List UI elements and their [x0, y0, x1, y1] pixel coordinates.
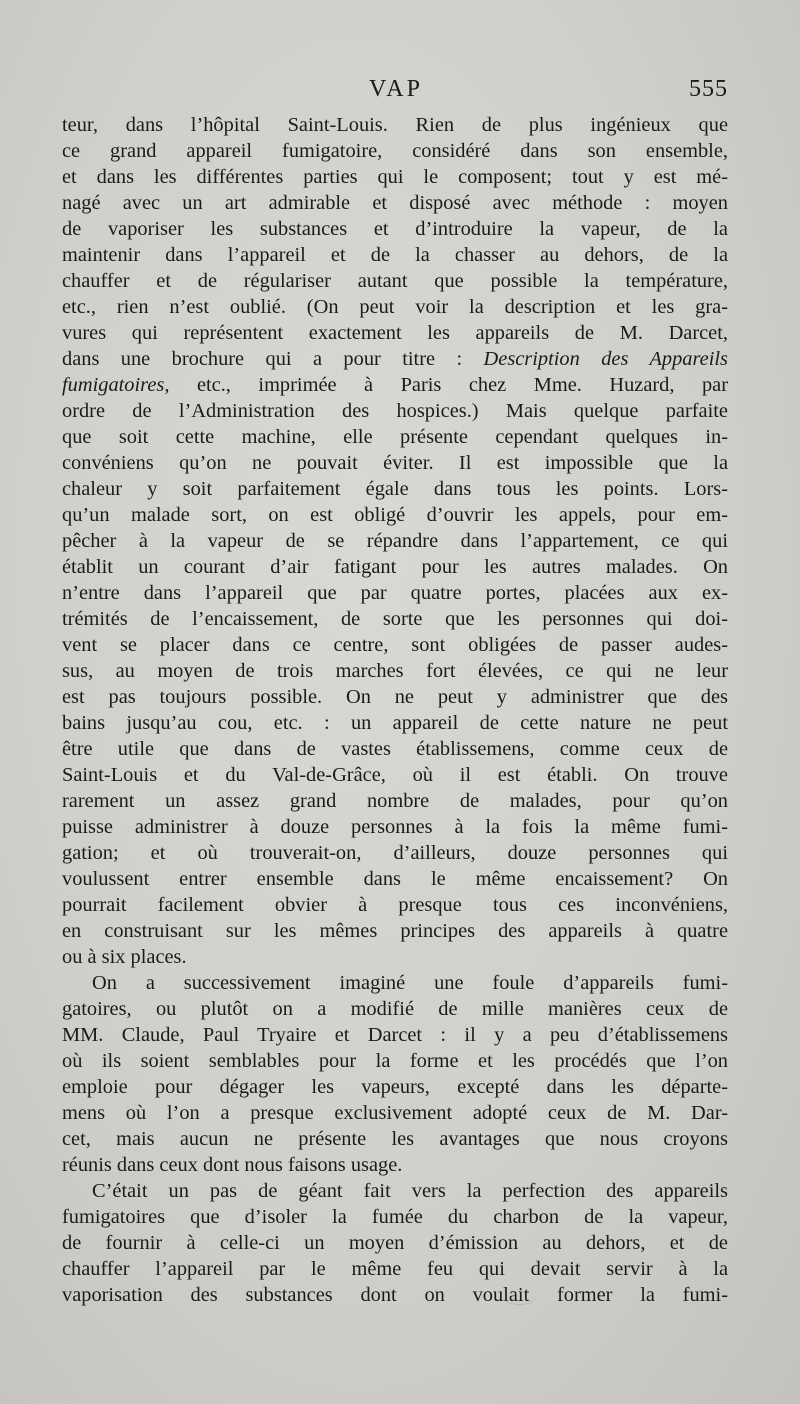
text-line	[62, 684, 728, 710]
line-text: chauffer et de régulariser autant que possible la température,	[62, 270, 728, 292]
text-line	[62, 580, 728, 606]
text-line	[62, 502, 728, 528]
line-text: qu’un malade sort, on est obligé d’ouvrir les appels, pour em-	[62, 504, 728, 526]
line-text: ce grand appareil fumigatoire, considéré dans son ensemble,	[62, 140, 728, 162]
text-line	[62, 1204, 728, 1230]
text-line	[62, 398, 728, 424]
text-line	[62, 788, 728, 814]
text-line	[62, 346, 728, 372]
line-text: rarement un assez grand nombre de malades, pour qu’on	[62, 790, 728, 812]
text-line	[62, 996, 728, 1022]
text-line	[62, 268, 728, 294]
text-line	[62, 1256, 728, 1282]
line-text: teur, dans l’hôpital Saint-Louis. Rien de plus ingénieux que	[62, 114, 728, 136]
text-line	[62, 658, 728, 684]
text-line	[62, 866, 728, 892]
line-text: réunis dans ceux dont nous faisons usage.	[62, 1154, 403, 1176]
italic-text: Description des Appareils	[483, 348, 728, 370]
text-line	[62, 1282, 728, 1308]
text-line	[62, 320, 728, 346]
line-text: , etc., imprimée à Paris chez Mme. Huzard, par	[164, 374, 728, 396]
line-text: convéniens qu’on ne pouvait éviter. Il est impossible que la	[62, 452, 728, 474]
text-line	[62, 164, 728, 190]
line-text: bains jusqu’au cou, etc. : un appareil de cette nature ne peut	[62, 712, 728, 734]
text-line	[62, 1178, 728, 1204]
line-text: être utile que dans de vastes établissemens, comme ceux de	[62, 738, 728, 760]
text-line	[62, 1022, 728, 1048]
text-line	[62, 1126, 728, 1152]
text-line	[62, 762, 728, 788]
text-line	[62, 190, 728, 216]
line-text: gation; et où trouverait-on, d’ailleurs, douze personnes qui	[62, 842, 728, 864]
line-text: ordre de l’Administration des hospices.) Mais quelque parfaite	[62, 400, 728, 422]
text-line	[62, 1074, 728, 1100]
line-text: voulussent entrer ensemble dans le même encaissement? On	[62, 868, 728, 890]
text-line	[62, 372, 728, 398]
text-line	[62, 970, 728, 996]
text-line	[62, 450, 728, 476]
text-line	[62, 632, 728, 658]
text-line	[62, 892, 728, 918]
text-line	[62, 944, 728, 970]
text-line	[62, 736, 728, 762]
line-text: On a successivement imaginé une foule d’appareils fumi-	[92, 972, 728, 994]
text-line	[62, 840, 728, 866]
text-line	[62, 528, 728, 554]
ink-smudge	[502, 1286, 536, 1305]
text-line	[62, 476, 728, 502]
text-line	[62, 1048, 728, 1074]
page-header	[64, 76, 728, 108]
line-text: fumigatoires que d’isoler la fumée du charbon de la vapeur,	[62, 1206, 728, 1228]
line-text: et dans les différentes parties qui le composent; tout y est mé-	[62, 166, 728, 188]
page-number: 555	[689, 76, 728, 102]
line-text: nagé avec un art admirable et disposé avec méthode : moyen	[62, 192, 728, 214]
text-line	[62, 606, 728, 632]
line-text: dans une brochure qui a pour titre :	[62, 348, 484, 370]
text-line	[62, 1230, 728, 1256]
line-text: que soit cette machine, elle présente cependant quelques in-	[62, 426, 728, 448]
text-line	[62, 138, 728, 164]
line-text: de vaporiser les substances et d’introduire la vapeur, de la	[62, 218, 728, 240]
text-line	[62, 918, 728, 944]
line-text: en construisant sur les mêmes principes des appareils à quatre	[62, 920, 728, 942]
line-text: est pas toujours possible. On ne peut y administrer que des	[62, 686, 728, 708]
line-text: ou à six places.	[62, 946, 187, 968]
text-line	[62, 216, 728, 242]
line-text: Saint-Louis et du Val-de-Grâce, où il est établi. On trouve	[62, 764, 728, 786]
text-line	[62, 710, 728, 736]
line-text: pêcher à la vapeur de se répandre dans l’appartement, ce qui	[62, 530, 728, 552]
line-text: mens où l’on a presque exclusivement adopté ceux de M. Dar-	[62, 1102, 728, 1124]
line-text: maintenir dans l’appareil et de la chasser au dehors, de la	[62, 244, 728, 266]
line-text: de fournir à celle-ci un moyen d’émission au dehors, et de	[62, 1232, 728, 1254]
line-text: pourrait facilement obvier à presque tous ces inconvéniens,	[62, 894, 728, 916]
text-line	[62, 242, 728, 268]
running-head: VAP	[369, 76, 423, 102]
line-text: etc., rien n’est oublié. (On peut voir la description et les gra-	[62, 296, 728, 318]
line-text: MM. Claude, Paul Tryaire et Darcet : il y a peu d’établissemens	[62, 1024, 728, 1046]
line-text: puisse administrer à douze personnes à la fois la même fumi-	[62, 816, 728, 838]
text-line	[62, 424, 728, 450]
text-line	[62, 294, 728, 320]
line-text: vaporisation des substances dont on voulait former la fumi-	[62, 1284, 728, 1306]
line-text: chauffer l’appareil par le même feu qui devait servir à la	[62, 1258, 728, 1280]
line-text: n’entre dans l’appareil que par quatre portes, placées aux ex-	[62, 582, 728, 604]
line-text: vent se placer dans ce centre, sont obligées de passer audes-	[62, 634, 728, 656]
line-text: gatoires, ou plutôt on a modifié de mille manières ceux de	[62, 998, 728, 1020]
line-text: établit un courant d’air fatigant pour les autres malades. On	[62, 556, 728, 578]
line-text: vures qui représentent exactement les appareils de M. Darcet,	[62, 322, 728, 344]
text-line	[62, 814, 728, 840]
italic-text: fumigatoires	[62, 374, 165, 396]
line-text: C’était un pas de géant fait vers la perfection des appareils	[92, 1180, 728, 1202]
line-text: chaleur y soit parfaitement égale dans tous les points. Lors-	[62, 478, 728, 500]
line-text: trémités de l’encaissement, de sorte que les personnes qui doi-	[62, 608, 728, 630]
text-line	[62, 112, 728, 138]
text-line	[62, 554, 728, 580]
text-line	[62, 1152, 728, 1178]
line-text: sus, au moyen de trois marches fort élevées, ce qui ne leur	[62, 660, 728, 682]
line-text: emploie pour dégager les vapeurs, excepté dans les départe-	[62, 1076, 728, 1098]
text-line	[62, 1100, 728, 1126]
line-text: cet, mais aucun ne présente les avantages que nous croyons	[62, 1128, 728, 1150]
line-text: où ils soient semblables pour la forme et les procédés que l’on	[62, 1050, 728, 1072]
body-text	[62, 112, 728, 1308]
